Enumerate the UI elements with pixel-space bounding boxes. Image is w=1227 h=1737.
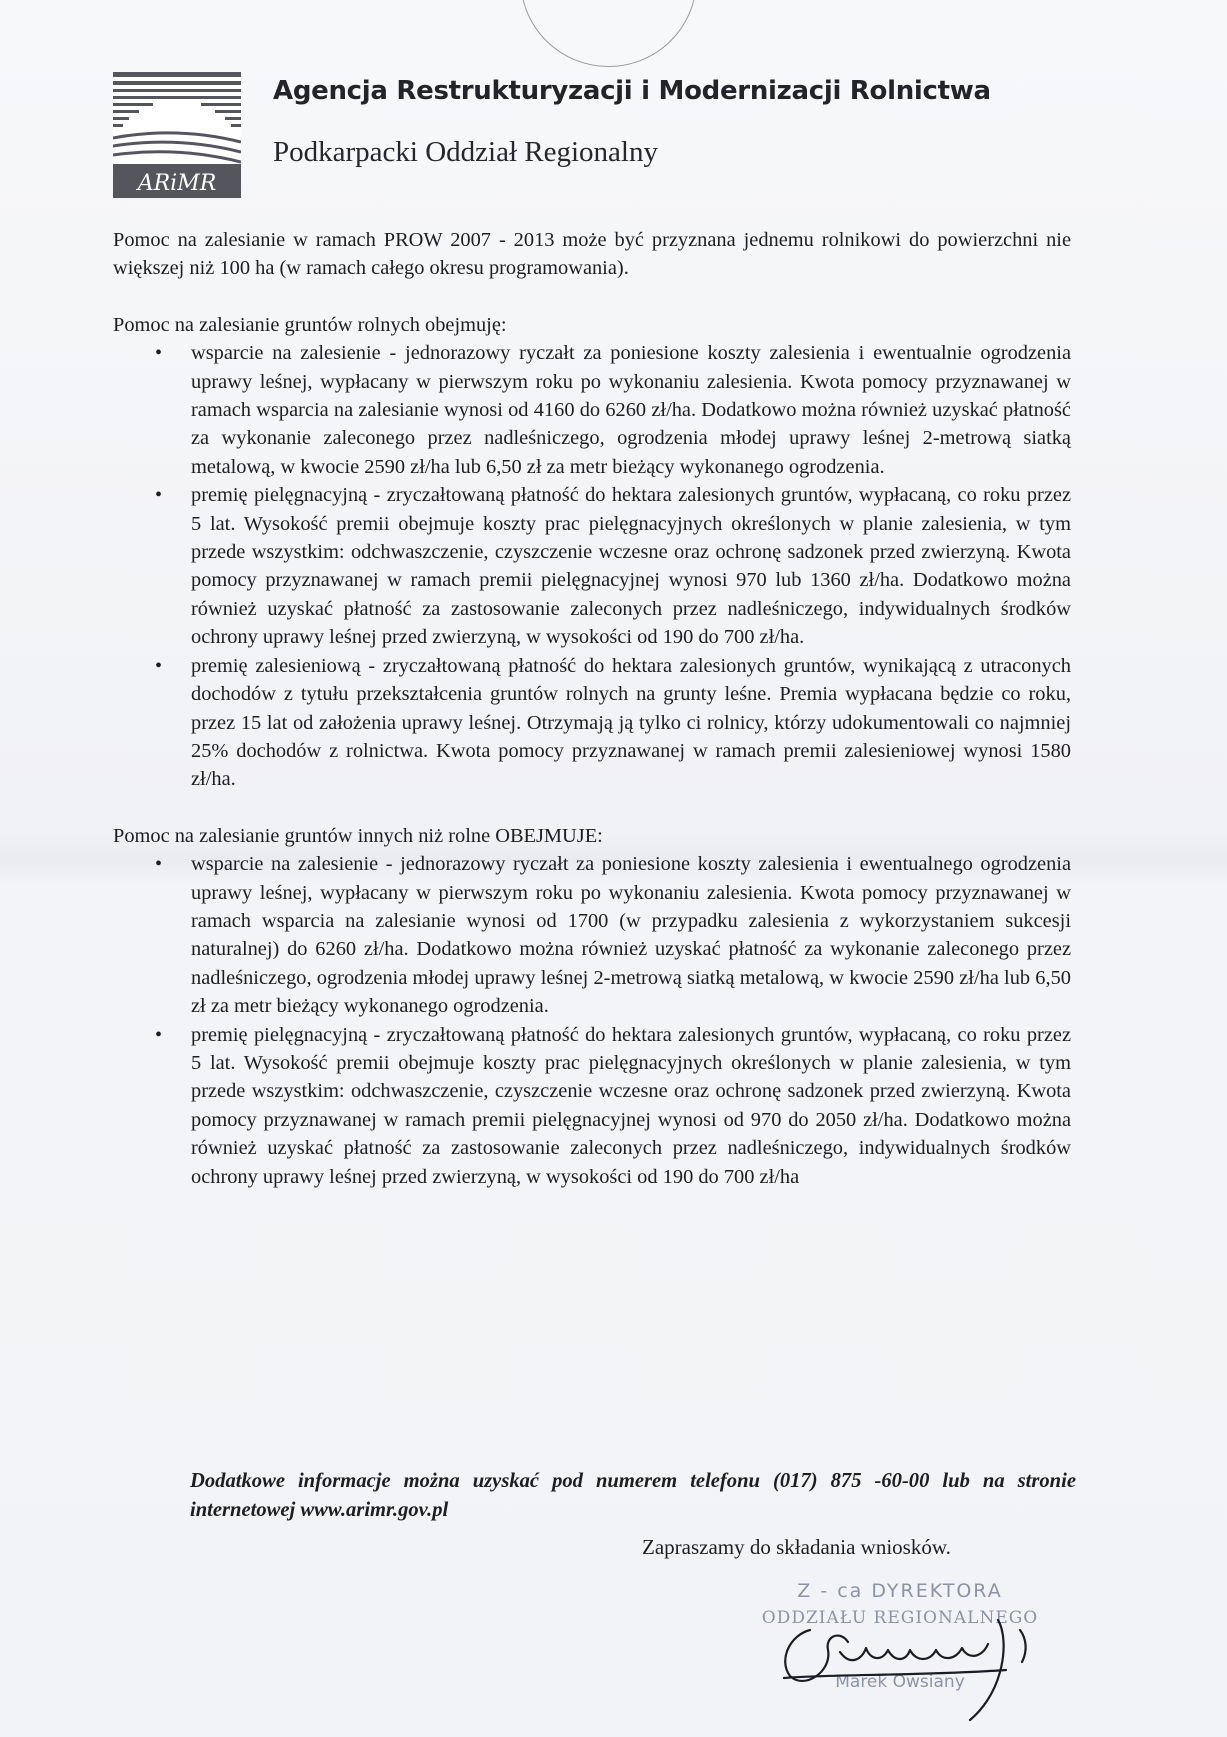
list-item: • wsparcie na zalesienie - jednorazowy ryczałt za poniesione koszty zalesienia i ewentualnego ogrodzenia uprawy leśnej, wypłacany w pierwszym roku po wykonaniu zalesienia. Kwota pomocy przyznawanej w ramach wsparcia na zalesianie wynosi od 1700 (w przypadku zalesienia z wykorzystaniem sukcesji naturalnej) do 6260 zł/ha. Dodatkowo można również uzyskać płatność za wykonanie zaleconego przez nadleśniczego, ogrodzenia młodej uprawy leśnej 2-metrową siatką metalową, w kwocie 2590 zł/ha lub 6,50 zł za metr bieżący wykonanego ogrodzenia.: [113, 850, 1071, 1020]
stamp-title: Z - ca DYREKTORA: [797, 1580, 1003, 1602]
branch-name: Podkarpacki Oddział Regionalny: [273, 136, 658, 168]
bullet-icon: •: [155, 654, 163, 677]
arimr-logo-icon: [113, 72, 241, 198]
section-heading-agricultural: Pomoc na zalesianie gruntów rolnych obejmuję:: [113, 313, 507, 336]
letterhead: [113, 72, 1113, 202]
list-item: • premię pielęgnacyjną - zryczałtowaną płatność do hektara zalesionych gruntów, wypłacaną, co roku przez 5 lat. Wysokość premii obejmuje koszty prac pielęgnacyjnych określonych w planie zalesienia, w tym przede wszystkim: odchwaszczenie, czyszczenie wczesne oraz ochronę sadzonek przed zwierzyną. Kwota pomocy przyznawanej w ramach premii pielęgnacyjnej wynosi 970 lub 1360 zł/ha. Dodatkowo można również uzyskać płatność za zastosowanie zaleconych przez nadleśniczego, indywidualnych środków ochrony uprawy leśnej przed zwierzyną, w wysokości od 190 do 700 zł/ha.: [113, 481, 1071, 651]
logo-text: ARiMR: [137, 171, 217, 196]
bullet-icon: •: [155, 484, 163, 507]
contact-info: Dodatkowe informacje można uzyskać pod numerem telefonu (017) 875 -60-00 lub na stronie internetowej www.arimr.gov.pl: [190, 1469, 1076, 1521]
list-agricultural: [113, 339, 1071, 794]
list-item: • wsparcie na zalesienie - jednorazowy ryczałt za poniesione koszty zalesienia i ewentualnie ogrodzenia uprawy leśnej, wypłacany w pierwszym roku po wykonaniu zalesienia. Kwota pomocy przyznawanej w ramach wsparcia na zalesianie wynosi od 4160 do 6260 zł/ha. Dodatkowo można również uzyskać płatność za wykonanie zaleconego przez nadleśniczego, ogrodzenia młodej uprawy leśnej 2-metrową siatką metalową, w kwocie 2590 zł/ha lub 6,50 zł za metr bieżący wykonanego ogrodzenia.: [113, 339, 1071, 481]
list-item: • premię zalesieniową - zryczałtowaną płatność do hektara zalesionych gruntów, wynikającą z utraconych dochodów z tytułu przekształcenia gruntów rolnych na grunty leśne. Premia wypłacana będzie co roku, przez 15 lat od założenia uprawy leśnej. Otrzymają ją tylko ci rolnicy, którzy udokumentowali co najmniej 25% dochodów z rolnictwa. Kwota pomocy przyznawanej w ramach premii zalesieniowej wynosi 1580 zł/ha.: [113, 652, 1071, 794]
list-non-agricultural: [113, 850, 1071, 1191]
closing-line: Zapraszamy do składania wniosków.: [642, 1535, 951, 1559]
bullet-icon: •: [155, 1023, 163, 1046]
stamp-office: ODDZIAŁU REGIONALNEGO: [761, 1608, 1039, 1628]
section-heading-non-agricultural: Pomoc na zalesianie gruntów innych niż rolne OBEJMUJE:: [113, 824, 603, 847]
stamp-name: Marek Owsiany: [835, 1672, 965, 1692]
intro-paragraph: Pomoc na zalesianie w ramach PROW 2007 - 2013 może być przyznana jednemu rolnikowi do powierzchni nie większej niż 100 ha (w ramach całego okresu programowania).: [113, 229, 1071, 280]
official-stamp: [740, 1580, 1070, 1730]
bullet-icon: •: [155, 342, 163, 365]
list-item: • premię pielęgnacyjną - zryczałtowaną płatność do hektara zalesionych gruntów, wypłacaną, co roku przez 5 lat. Wysokość premii obejmuje koszty prac pielęgnacyjnych określonych w planie zalesienia, w tym przede wszystkim: odchwaszczenie, czyszczenie wczesne oraz ochronę sadzonek przed zwierzyną. Kwota pomocy przyznawanej w ramach premii pielęgnacyjnej wynosi od 970 do 2050 zł/ha. Dodatkowo można również uzyskać płatność za zastosowanie zaleconych przez nadleśniczego, indywidualnych środków ochrony uprawy leśnej przed zwierzyną, w wysokości od 190 do 700 zł/ha: [113, 1021, 1071, 1191]
fold-mark: [520, 0, 697, 67]
handwritten-signature: [770, 1590, 1060, 1730]
letter-body: [113, 226, 1071, 1219]
agency-name: Agencja Restrukturyzacji i Modernizacji Rolnictwa: [273, 76, 991, 106]
bullet-icon: •: [155, 853, 163, 876]
